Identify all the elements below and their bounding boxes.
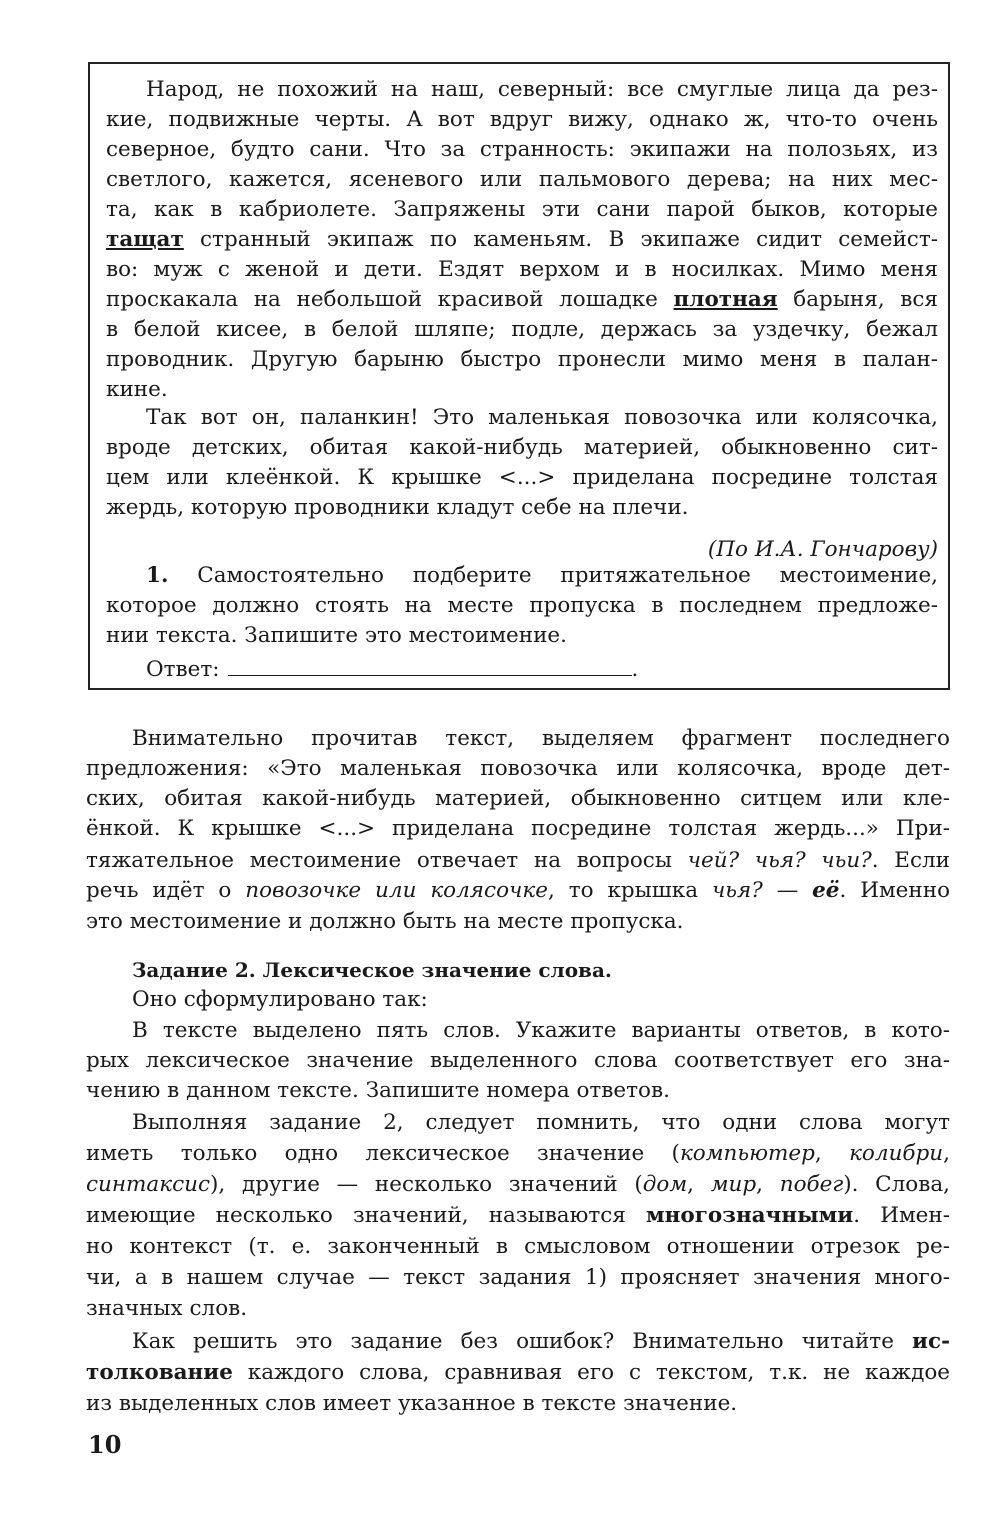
section-heading: Задание 2. Лексическое значение слова.: [132, 958, 612, 982]
body-text-line: Выполняя задание 2, следует помнить, что одни слова могут: [132, 1110, 950, 1135]
highlighted-word: тащат: [106, 227, 184, 252]
box-text-line: жердь, которую проводники кладут себе на плечи.: [106, 495, 689, 520]
box-text-line: светлого, кажется, ясеневого или пальмового дерева; на них мес-: [106, 167, 938, 192]
task-text-line: нии текста. Запишите это местоимение.: [106, 623, 567, 648]
task-text-line: которое должно стоять на месте пропуска в последнем предложе-: [106, 593, 938, 618]
box-text-line: проскакала на небольшой красивой лошадке плотная барыня, вся: [106, 287, 939, 312]
answer-row: Ответ: .: [146, 657, 639, 682]
body-text-line: имеющие несколько значений, называются многозначными. Имен-: [86, 1203, 950, 1228]
answer-blank[interactable]: [228, 655, 632, 676]
box-text-line: вроде детских, обитая какой-нибудь материей, обыкновенно сит-: [106, 435, 938, 460]
body-text-line: из выделенных слов имеет указанное в тексте значение.: [86, 1391, 738, 1416]
body-text-line: синтаксис), другие — несколько значений (дом, мир, побег). Слова,: [86, 1172, 950, 1197]
body-text-line: чению в данном тексте. Запишите номера ответов.: [86, 1078, 670, 1103]
highlighted-word: плотная: [673, 287, 778, 312]
body-text-line: ёнкой. К крышке <...> приделана посредине толстая жердь...» При-: [86, 816, 950, 841]
body-text-line: тяжательное местоимение отвечает на вопросы чей? чья? чьи?. Если: [86, 848, 950, 873]
box-text-line: Народ, не похожий на наш, северный: все смуглые лица да рез-: [146, 77, 938, 102]
body-text-line: значных слов.: [86, 1296, 248, 1321]
body-text-line: Оно сформулировано так:: [132, 987, 428, 1012]
body-text-line: чи, а в нашем случае — текст задания 1) проясняет значения много-: [86, 1265, 950, 1290]
box-text-line: та, как в кабриолете. Запряжены эти сани парой быков, которые: [106, 197, 938, 222]
task-number: 1.: [146, 563, 169, 588]
box-text-line: кие, подвижные черты. А вот вдруг вижу, однако ж, что-то очень: [106, 107, 938, 132]
body-text-line: толкование каждого слова, сравнивая его с текстом, т.к. не каждое: [86, 1360, 950, 1385]
box-text-line: кине.: [106, 377, 168, 402]
box-text-line: северное, будто сани. Что за странность: экипажи на полозьях, из: [106, 137, 938, 162]
page-number: 10: [88, 1430, 122, 1459]
source-attribution: (По И.А. Гончарову): [707, 537, 938, 562]
body-text-line: рых лексическое значение выделенного слова соответствует его зна-: [86, 1048, 950, 1073]
body-text-line: Как решить это задание без ошибок? Внимательно читайте ис-: [132, 1329, 950, 1354]
body-text-line: иметь только одно лексическое значение (компьютер, колибри,: [86, 1141, 950, 1166]
box-text-line: Так вот он, паланкин! Это маленькая повозочка или колясочка,: [146, 405, 938, 430]
body-text-line: речь идёт о повозочке или колясочке, то крышка чья? — её. Именно: [86, 878, 951, 903]
box-text-line: в белой кисее, в белой шляпе; подле, держась за уздечку, бежал: [106, 317, 938, 342]
box-text-line: цем или клеёнкой. К крышке <...> приделана посредине толстая: [106, 465, 938, 490]
body-text-line: предложения: «Это маленькая повозочка или колясочка, вроде дет-: [86, 756, 950, 781]
task-text-line: 1. Самостоятельно подберите притяжательное местоимение,: [146, 563, 938, 588]
answer-label: Ответ:: [146, 657, 220, 682]
body-text-line: В тексте выделено пять слов. Укажите варианты ответов, в кото-: [132, 1018, 950, 1043]
box-text-line: во: муж с женой и дети. Ездят верхом и в носилках. Мимо меня: [106, 257, 938, 282]
body-text-line: Внимательно прочитав текст, выделяем фрагмент последнего: [132, 726, 950, 751]
body-text-line: это местоимение и должно быть на месте пропуска.: [86, 909, 684, 934]
body-text-line: ских, обитая какой-нибудь материей, обыкновенно ситцем или кле-: [86, 786, 950, 811]
box-text-line: проводник. Другую барыню быстро пронесли мимо меня в палан-: [106, 347, 938, 372]
box-text-line: тащат странный экипаж по каменьям. В экипаже сидит семейст-: [106, 227, 938, 252]
body-text-line: но контекст (т. е. законченный в смысловом отношении отрезок ре-: [86, 1234, 950, 1259]
